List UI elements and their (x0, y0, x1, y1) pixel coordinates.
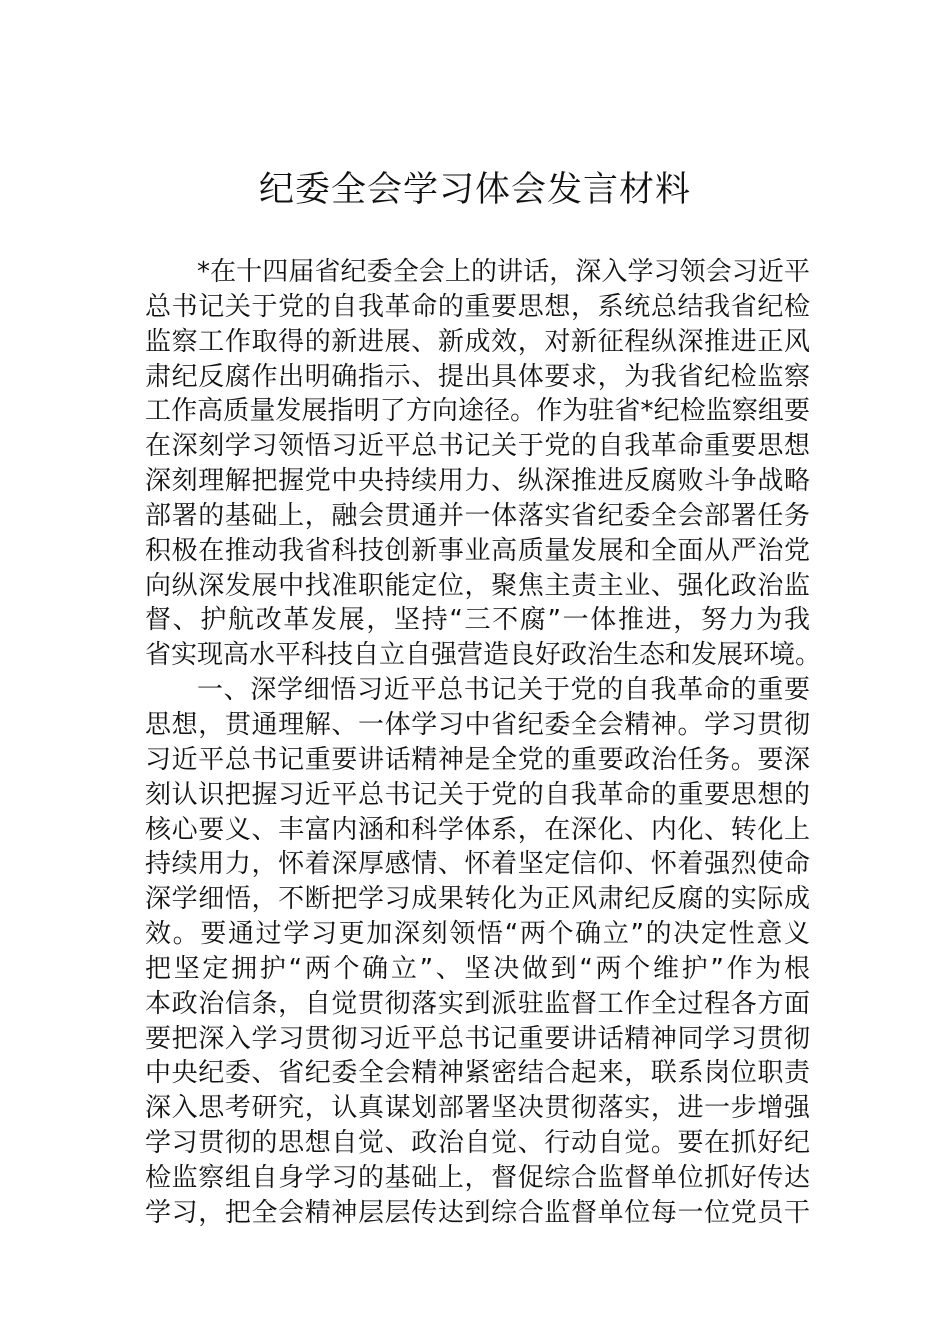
paragraph-2-line-13: 深入思考研究，认真谋划部署坚决贯彻落实，进一步增强 (145, 1093, 810, 1124)
paragraph-1-line-8: 部署的基础上，融会贯通并一体落实省纪委全会部署任务 (145, 500, 810, 531)
document-title: 纪委全会学习体会发言材料 (258, 170, 691, 210)
paragraph-2-line-1: 一、深学细悟习近平总书记关于党的自我革命的重要 (197, 675, 810, 706)
paragraph-2-line-7: 深学细悟，不断把学习成果转化为正风肃纪反腐的实际成 (145, 884, 810, 915)
paragraph-1-line-1: *在十四届省纪委全会上的讲话，深入学习领会习近平 (197, 257, 810, 287)
paragraph-2-line-12: 中央纪委、省纪委全会精神紧密结合起来，联系岗位职责 (145, 1058, 810, 1089)
paragraph-2-line-16: 学习，把全会精神层层传达到综合监督单位每一位党员干 (145, 1197, 810, 1228)
paragraph-2-line-4: 刻认识把握习近平总书记关于党的自我革命的重要思想的 (145, 779, 810, 810)
paragraph-1-line-3: 监察工作取得的新进展、新成效，对新征程纵深推进正风 (145, 326, 810, 357)
paragraph-1-line-4: 肃纪反腐作出明确指示、提出具体要求，为我省纪检监察 (145, 361, 810, 392)
paragraph-2-line-11: 要把深入学习贯彻习近平总书记重要讲话精神同学习贯彻 (145, 1023, 810, 1054)
paragraph-1-line-7: 深刻理解把握党中央持续用力、纵深推进反腐败斗争战略 (145, 466, 810, 497)
paragraph-2-line-8: 效。要通过学习更加深刻领悟“两个确立”的决定性意义 (145, 919, 810, 950)
document-body (145, 255, 822, 1231)
paragraph-1-line-2: 总书记关于党的自我革命的重要思想，系统总结我省纪检 (145, 291, 810, 322)
paragraph-1-line-5: 工作高质量发展指明了方向途径。作为驻省*纪检监察组要 (145, 396, 810, 427)
paragraph-2-line-6: 持续用力，怀着深厚感情、怀着坚定信仰、怀着强烈使命 (145, 849, 810, 880)
paragraph-2-line-14: 学习贯彻的思想自觉、政治自觉、行动自觉。要在抓好纪 (145, 1128, 810, 1159)
paragraph-1-line-10: 向纵深发展中找准职能定位，聚焦主责主业、强化政治监 (145, 570, 810, 601)
paragraph-2-line-9: 把坚定拥护“两个确立”、坚决做到“两个维护”作为根 (145, 953, 810, 984)
paragraph-1-line-12: 省实现高水平科技自立自强营造良好政治生态和发展环境。 (145, 640, 822, 671)
paragraph-1-line-6: 在深刻学习领悟习近平总书记关于党的自我革命重要思想 (145, 431, 810, 462)
paragraph-2-line-10: 本政治信条，自觉贯彻落实到派驻监督工作全过程各方面 (145, 988, 810, 1019)
paragraph-2-line-2: 思想，贯通理解、一体学习中省纪委全会精神。学习贯彻 (145, 709, 810, 740)
paragraph-2-line-15: 检监察组自身学习的基础上，督促综合监督单位抓好传达 (145, 1162, 810, 1193)
paragraph-2-line-5: 核心要义、丰富内涵和科学体系，在深化、内化、转化上 (145, 814, 810, 845)
paragraph-2-line-3: 习近平总书记重要讲话精神是全党的重要政治任务。要深 (145, 744, 810, 775)
paragraph-1-line-9: 积极在推动我省科技创新事业高质量发展和全面从严治党 (145, 535, 810, 566)
paragraph-1-line-11: 督、护航改革发展，坚持“三不腐”一体推进，努力为我 (145, 605, 810, 636)
